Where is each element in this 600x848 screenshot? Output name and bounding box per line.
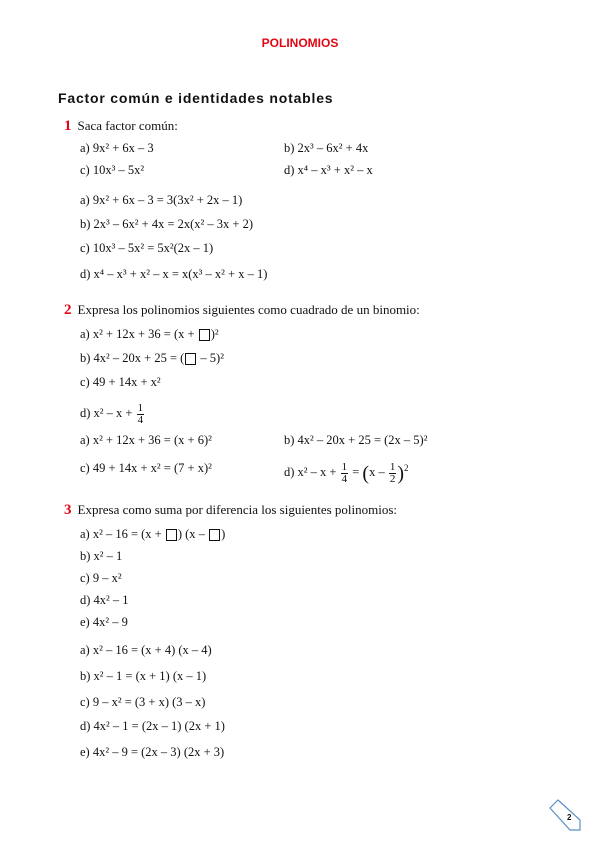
ex3-item-b: b) x² – 1 <box>80 549 123 563</box>
blank-box <box>185 353 196 365</box>
ex2-answer-b: b) 4x² – 20x + 25 = (2x – 5)² <box>284 433 428 447</box>
exercise-number: 3 <box>64 502 72 518</box>
ex3-item-c: c) 9 – x² <box>80 571 122 585</box>
ex2-answer-d: d) x² – x + $\frac{1}{4}$ = (x – $\frac{1}{2}$ )$^2$ <box>284 460 409 485</box>
ex3-item-d: d) 4x² – 1 <box>80 593 129 607</box>
ex1-item-b: b) 2x³ – 6x² + 4x <box>284 141 369 155</box>
fraction: $\frac{1}{2}$ <box>389 460 396 485</box>
page-title: POLINOMIOS <box>261 36 339 50</box>
exercise-1-statement: 1 Saca factor común: <box>64 118 178 134</box>
blank-box <box>209 529 220 541</box>
exercise-number: 1 <box>64 118 72 134</box>
blank-box <box>199 329 210 341</box>
blank-box <box>166 529 177 541</box>
ex1-answer-d: d) x⁴ – x³ + x² – x = x(x³ – x² + x – 1) <box>80 267 268 281</box>
ex2-item-c: c) 49 + 14x + x² <box>80 375 161 389</box>
ex2-item-d: d) x² – x + $\frac{1}{4}$ <box>80 401 144 426</box>
ex1-item-c: c) 10x³ – 5x² <box>80 163 145 177</box>
ex3-answer-b: b) x² – 1 = (x + 1) (x – 1) <box>80 669 207 683</box>
ex3-answer-a: a) x² – 16 = (x + 4) (x – 4) <box>80 643 212 657</box>
ex1-answer-b: b) 2x³ – 6x² + 4x = 2x(x² – 3x + 2) <box>80 217 254 231</box>
page-corner-icon <box>548 798 582 832</box>
ex2-answer-a: a) x² + 12x + 36 = (x + 6)² <box>80 433 212 447</box>
ex3-answer-c: c) 9 – x² = (3 + x) (3 – x) <box>80 695 206 709</box>
page-number: 2 <box>567 813 572 822</box>
ex1-item-a: a) 9x² + 6x – 3 <box>80 141 154 155</box>
section-heading: Factor común e identidades notables <box>58 90 334 106</box>
ex2-item-a: a) x² + 12x + 36 = (x + )² <box>80 327 219 341</box>
ex3-item-a: a) x² – 16 = (x + ) (x – ) <box>80 527 226 541</box>
fraction: $\frac{1}{4}$ <box>341 460 348 485</box>
ex1-answer-a: a) 9x² + 6x – 3 = 3(3x² + 2x – 1) <box>80 193 243 207</box>
ex3-answer-d: d) 4x² – 1 = (2x – 1) (2x + 1) <box>80 719 225 733</box>
ex1-item-d: d) x⁴ – x³ + x² – x <box>284 163 373 177</box>
exercise-number: 2 <box>64 302 72 318</box>
fraction: $\frac{1}{4}$ <box>137 401 144 426</box>
ex3-item-e: e) 4x² – 9 <box>80 615 128 629</box>
ex2-item-b: b) 4x² – 20x + 25 = ( – 5)² <box>80 351 224 365</box>
ex2-answer-c: c) 49 + 14x + x² = (7 + x)² <box>80 461 212 475</box>
exercise-2-statement: 2 Expresa los polinomios siguientes como cuadrado de un binomio: <box>64 302 420 318</box>
ex1-answer-c: c) 10x³ – 5x² = 5x²(2x – 1) <box>80 241 214 255</box>
exercise-3-statement: 3 Expresa como suma por diferencia los siguientes polinomios: <box>64 502 398 518</box>
ex3-answer-e: e) 4x² – 9 = (2x – 3) (2x + 3) <box>80 745 225 759</box>
